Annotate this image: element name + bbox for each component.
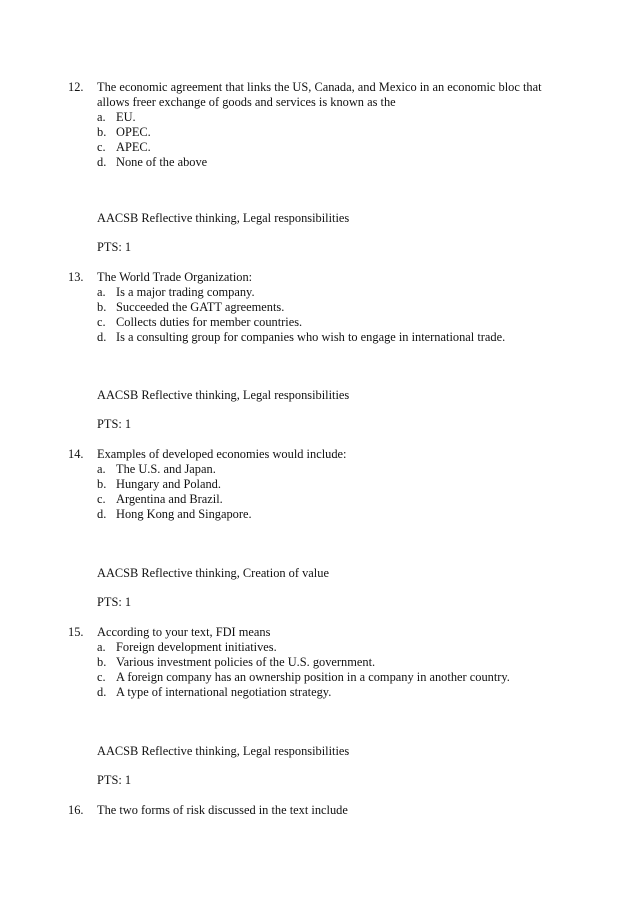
option-letter: c. xyxy=(97,670,106,684)
option-text: Hong Kong and Singapore. xyxy=(116,507,252,521)
points-14: PTS: 1 xyxy=(97,595,132,609)
option-text: Foreign development initiatives. xyxy=(116,640,277,654)
question-text: Examples of developed economies would include: xyxy=(97,447,347,461)
option-text: Hungary and Poland. xyxy=(116,477,221,491)
question-text: The two forms of risk discussed in the text include xyxy=(97,803,348,817)
option-letter: a. xyxy=(97,110,106,124)
question-12 xyxy=(68,80,568,170)
option-text: Is a major trading company. xyxy=(116,285,255,299)
option-text: APEC. xyxy=(116,140,151,154)
question-16 xyxy=(68,803,568,818)
option-a xyxy=(97,285,568,300)
option-letter: b. xyxy=(97,477,107,491)
option-b xyxy=(97,300,568,315)
option-d xyxy=(97,330,568,345)
question-text: The World Trade Organization: xyxy=(97,270,253,284)
option-text: EU. xyxy=(116,110,136,124)
aacsb-tag-14: AACSB Reflective thinking, Creation of value xyxy=(97,566,329,580)
points-13: PTS: 1 xyxy=(97,417,132,431)
question-15 xyxy=(68,625,568,700)
option-letter: d. xyxy=(97,685,107,699)
option-letter: c. xyxy=(97,140,106,154)
aacsb-tag-13: AACSB Reflective thinking, Legal responsibilities xyxy=(97,388,350,402)
option-text: A foreign company has an ownership position in a company in another country. xyxy=(116,670,510,684)
question-number: 16. xyxy=(68,803,84,817)
aacsb-tag-15: AACSB Reflective thinking, Legal responsibilities xyxy=(97,744,350,758)
option-b xyxy=(97,655,568,670)
question-14 xyxy=(68,447,568,522)
option-letter: a. xyxy=(97,285,106,299)
option-b xyxy=(97,125,568,140)
option-b xyxy=(97,477,568,492)
option-letter: d. xyxy=(97,155,107,169)
points-15: PTS: 1 xyxy=(97,773,132,787)
option-text: The U.S. and Japan. xyxy=(116,462,216,476)
option-a xyxy=(97,110,568,125)
question-number: 12. xyxy=(68,80,84,94)
option-c xyxy=(97,670,568,685)
option-letter: d. xyxy=(97,507,107,521)
option-letter: c. xyxy=(97,492,106,506)
option-letter: c. xyxy=(97,315,106,329)
points-12: PTS: 1 xyxy=(97,240,132,254)
option-letter: a. xyxy=(97,462,106,476)
option-d xyxy=(97,685,568,700)
question-text: According to your text, FDI means xyxy=(97,625,271,639)
option-letter: b. xyxy=(97,655,107,669)
question-13 xyxy=(68,270,568,345)
option-text: Various investment policies of the U.S. government. xyxy=(116,655,376,669)
option-a xyxy=(97,640,568,655)
option-text: Succeeded the GATT agreements. xyxy=(116,300,285,314)
option-c xyxy=(97,315,568,330)
option-letter: a. xyxy=(97,640,106,654)
option-text: A type of international negotiation strategy. xyxy=(116,685,332,699)
option-d xyxy=(97,155,568,170)
option-text: Collects duties for member countries. xyxy=(116,315,303,329)
option-a xyxy=(97,462,568,477)
question-number: 15. xyxy=(68,625,84,639)
option-letter: d. xyxy=(97,330,107,344)
question-number: 13. xyxy=(68,270,84,284)
option-text: Is a consulting group for companies who wish to engage in international trade. xyxy=(116,330,506,344)
option-text: None of the above xyxy=(116,155,208,169)
option-c xyxy=(97,492,568,507)
option-letter: b. xyxy=(97,125,107,139)
option-text: OPEC. xyxy=(116,125,151,139)
option-text: Argentina and Brazil. xyxy=(116,492,223,506)
question-number: 14. xyxy=(68,447,84,461)
option-d xyxy=(97,507,568,522)
aacsb-tag-12: AACSB Reflective thinking, Legal responsibilities xyxy=(97,211,350,225)
question-text: The economic agreement that links the US, Canada, and Mexico in an economic bloc that allows freer exchange of goods and services is known as the xyxy=(97,80,542,109)
option-letter: b. xyxy=(97,300,107,314)
option-c xyxy=(97,140,568,155)
